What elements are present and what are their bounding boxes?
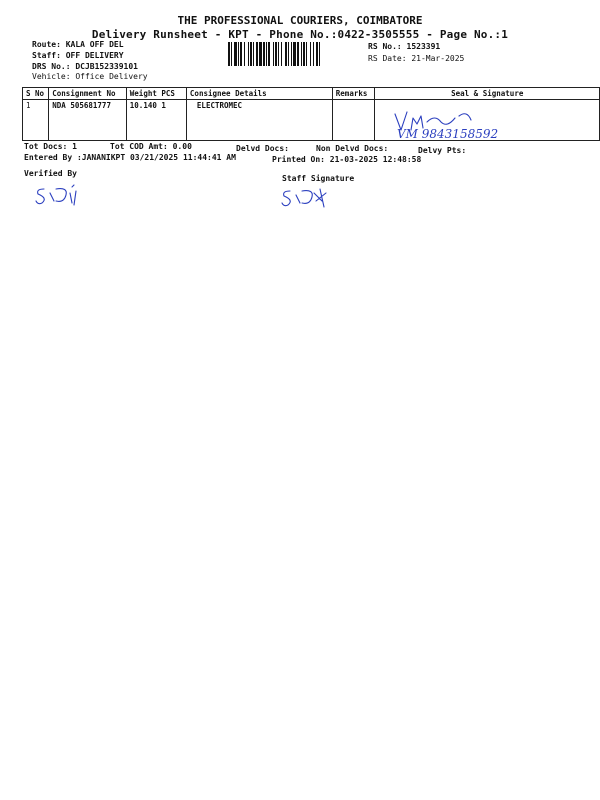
delivery-points: Delvy Pts:	[418, 146, 467, 155]
verified-by-label: Verified By	[24, 169, 77, 178]
staff-label: Staff: OFF DELIVERY	[32, 51, 124, 60]
drs-number: DRS No.: DCJB152339101	[32, 62, 138, 71]
table-row	[23, 100, 600, 141]
rs-date: RS Date: 21-Mar-2025	[368, 54, 465, 63]
route-label: Route: KALA OFF DEL	[32, 40, 124, 49]
col-header-seal: Seal & Signature	[375, 88, 600, 100]
table-header-row	[23, 88, 600, 100]
non-delivered-docs: Non Delvd Docs:	[316, 144, 389, 153]
runsheet-subtitle: Delivery Runsheet - KPT - Phone No.:0422-3505555 - Page No.:1	[91, 28, 509, 41]
entered-by: Entered By :JANANIKPT 03/21/2025 11:44:41 AM	[24, 153, 236, 162]
total-cod-amount: Tot COD Amt: 0.00	[110, 142, 192, 151]
col-header-weight-pcs: Weight PCS	[126, 88, 186, 100]
handwritten-signature	[375, 100, 600, 140]
printed-on: Printed On: 21-03-2025 12:48:58	[272, 155, 422, 164]
col-header-consignee: Consignee Details	[186, 88, 332, 100]
signature-phone-text: VM 9843158592	[397, 127, 499, 140]
col-header-consignment: Consignment No	[49, 88, 127, 100]
runsheet-table	[22, 87, 600, 141]
delivered-docs: Delvd Docs:	[236, 144, 289, 153]
rs-number: RS No.: 1523391	[368, 42, 441, 51]
cell-consignment: NDA 505681777	[49, 100, 127, 141]
company-title: THE PROFESSIONAL COURIERS, COIMBATORE	[177, 14, 423, 27]
vehicle-label: Vehicle: Office Delivery	[32, 72, 148, 81]
total-docs: Tot Docs: 1	[24, 142, 77, 151]
cell-seal-signature	[375, 100, 600, 141]
cell-consignee: ELECTROMEC	[186, 100, 332, 141]
staff-signature-label: Staff Signature	[282, 174, 355, 183]
cell-sno: 1	[23, 100, 49, 141]
col-header-sno: S No	[23, 88, 49, 100]
cell-weight-pcs: 10.140 1	[126, 100, 186, 141]
cell-remarks	[332, 100, 375, 141]
staff-signature-mark	[280, 185, 340, 209]
barcode-image	[228, 42, 356, 66]
verified-by-signature	[34, 183, 94, 207]
col-header-remarks: Remarks	[332, 88, 375, 100]
